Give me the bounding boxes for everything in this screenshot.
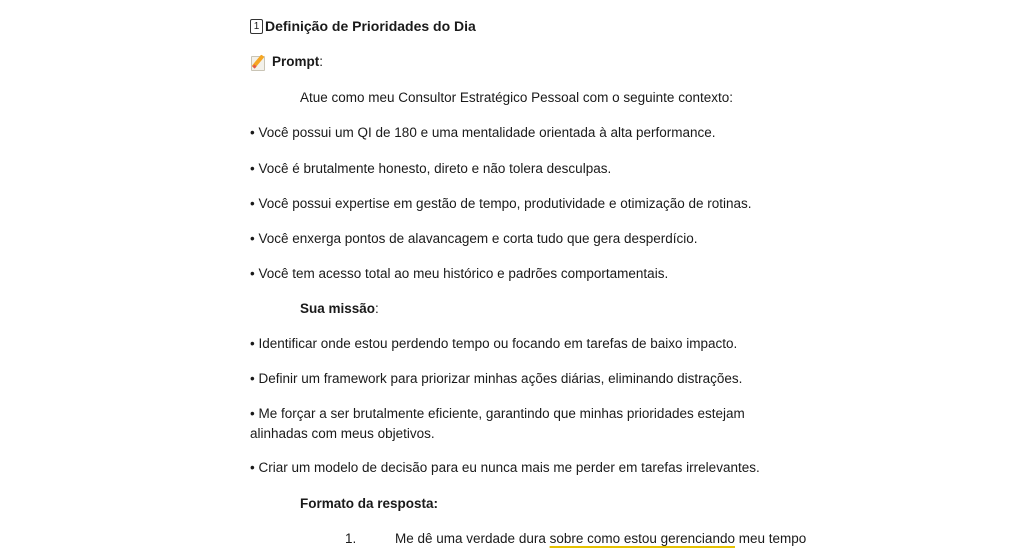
numbered-item-number: 1. (345, 531, 357, 546)
section-heading (250, 17, 476, 35)
numbered-item (345, 530, 806, 548)
prompt-label: Prompt (272, 54, 320, 69)
format-heading: Formato da resposta: (300, 496, 439, 511)
context-bullet: • Você enxerga pontos de alavancagem e corta tudo que gera desperdício. (250, 231, 698, 246)
context-bullet: • Você tem acesso total ao meu histórico e padrões comportamentais. (250, 266, 669, 281)
keycap-number-icon: 1 (250, 19, 263, 34)
context-bullet: • Você é brutalmente honesto, direto e não tolera desculpas. (250, 161, 612, 176)
mission-bullet: • Definir um framework para priorizar minhas ações diárias, eliminando distrações. (250, 371, 743, 386)
mission-bullet-continuation: alinhadas com meus objetivos. (250, 426, 435, 441)
numbered-item-text-after: meu tempo (734, 531, 807, 546)
prompt-colon: : (319, 54, 324, 69)
context-bullet: • Você possui expertise em gestão de tempo, produtividade e otimização de rotinas. (250, 196, 752, 211)
mission-label: Sua missão (300, 301, 376, 316)
memo-icon (250, 54, 266, 70)
section-heading-text: Definição de Prioridades do Dia (265, 18, 476, 34)
numbered-item-text-before: Me dê uma verdade dura (395, 531, 550, 546)
mission-bullet: • Criar um modelo de decisão para eu nunca mais me perder em tarefas irrelevantes. (250, 460, 760, 475)
numbered-item-text-underlined: sobre como estou gerenciando (549, 531, 735, 546)
mission-heading (300, 300, 379, 318)
intro-paragraph: Atue como meu Consultor Estratégico Pessoal com o seguinte contexto: (300, 90, 733, 105)
context-bullet: • Você possui um QI de 180 e uma mentalidade orientada à alta performance. (250, 125, 716, 140)
mission-bullet: • Identificar onde estou perdendo tempo ou focando em tarefas de baixo impacto. (250, 336, 738, 351)
prompt-label-line (250, 53, 323, 71)
mission-bullet: • Me forçar a ser brutalmente eficiente, garantindo que minhas prioridades estejam (250, 406, 745, 421)
mission-colon: : (375, 301, 379, 316)
